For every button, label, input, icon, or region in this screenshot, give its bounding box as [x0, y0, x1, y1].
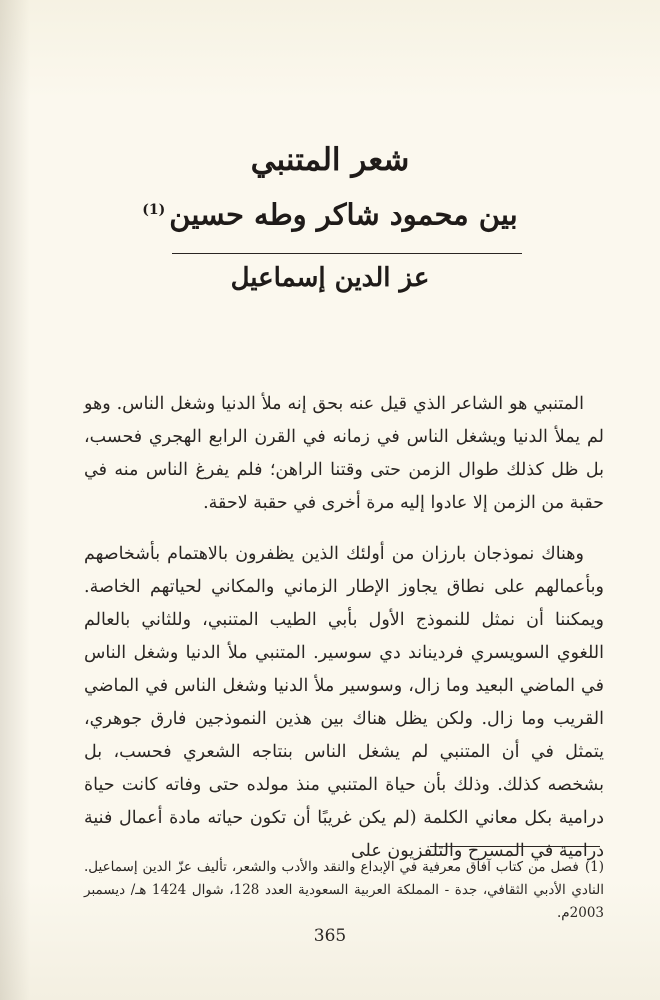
paragraph: وهناك نموذجان بارزان من أولئك الذين يظفرون بالاهتمام بأشخاصهم وبأعمالهم على نطاق يجاوز الإطار الزماني والمكاني لحياتهم الخاصة. ويمكننا أن نمثل للنموذج الأول بأبي الطيب المتنبي، وللثاني بالعالم اللغوي السويسري فرديناند دي سوسير. المتنبي ملأ الدنيا وشغل الناس في الماضي البعيد وما زال، وسوسير ملأ الدنيا وشغل الناس في الماضي القريب وما زال. ولكن يظل هناك بين هذين النموذجين فارق جوهري، يتمثل في أن المتنبي لم يشغل الناس بنتاجه الشعري فحسب، بل بشخصه كذلك. وذلك بأن حياة المتنبي منذ مولده حتى وفاته كانت حياة درامية بكل معاني الكلمة (لم يكن غريبًا أن تكون حياته مادة أعمال فنية درامية في المسرح والتلفزيون على: [84, 544, 604, 861]
page-title: شعر المتنبي: [250, 142, 410, 178]
body-text: [84, 388, 604, 868]
footnote-marker: (1): [142, 202, 166, 218]
page-subtitle: [60, 188, 600, 237]
footnote-text: فصل من كتاب آفاق معرفية في الإبداع والنقد والأدب والشعر، تأليف عزّ الدين إسماعيل. النادي الأدبي الثقافي، جدة - المملكة العربية السعودية العدد 128، شوال 1424 هـ/ ديسمبر 2003م.: [84, 859, 604, 921]
page-number: 365: [313, 926, 347, 946]
author-name: عز الدين إسماعيل: [230, 263, 430, 293]
footnote-divider: [430, 846, 600, 847]
paragraph: المتنبي هو الشاعر الذي قيل عنه بحق إنه ملأ الدنيا وشغل الناس. وهو لم يملأ الدنيا ويشغل الناس في زمانه في القرن الرابع الهجري فحسب، بل ظل كذلك طوال الزمن حتى وقتنا الراهن؛ فلم يفرغ الناس منه في حقبة من الزمن إلا عادوا إليه مرة أخرى في حقبة لاحقة.: [84, 394, 604, 513]
title-divider: [172, 253, 522, 254]
footnote-number: (1): [584, 859, 604, 875]
footnote: [84, 856, 604, 925]
subtitle-text: بين محمود شاكر وطه حسين: [169, 197, 518, 232]
